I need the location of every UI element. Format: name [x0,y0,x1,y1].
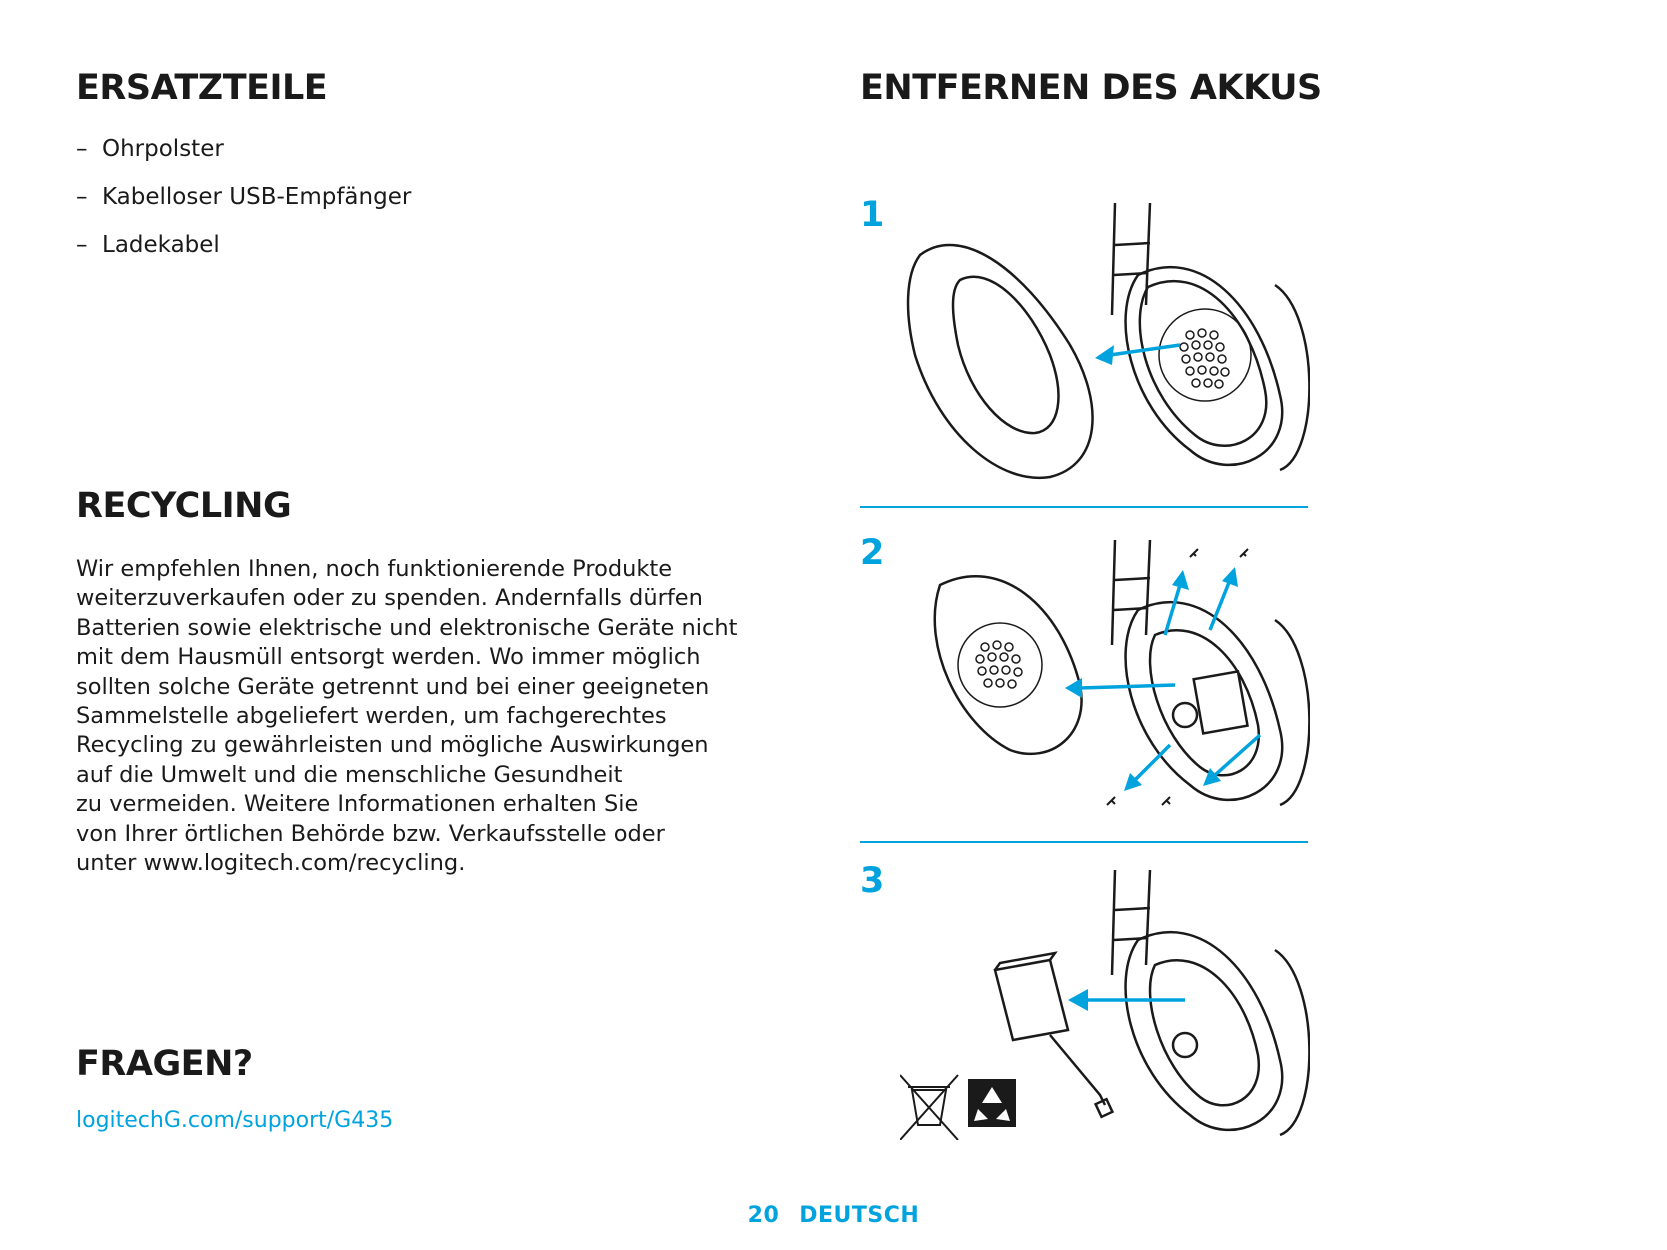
recycling-heading: RECYCLING [76,486,292,526]
list-dash: – [76,184,88,210]
step-3-illustration [900,865,1310,1140]
support-link[interactable]: logitechG.com/support/G435 [76,1108,394,1133]
recycling-icon [968,1079,1016,1127]
list-dash: – [76,136,88,162]
step-2-number: 2 [860,533,885,573]
ersatzteile-heading: ERSATZTEILE [76,68,328,108]
step-1-number: 1 [860,195,885,235]
akku-heading: ENTFERNEN DES AKKUS [860,68,1322,108]
list-dash: – [76,232,88,258]
language-label: DEUTSCH [799,1203,920,1228]
page-footer [0,1203,1667,1228]
step-2-illustration [900,535,1310,820]
spare-parts-list [76,133,411,277]
step-divider [860,841,1308,843]
list-item [76,181,411,229]
recycling-paragraph: Wir empfehlen Ihnen, noch funktionierende Produkte weiterzuverkaufen oder zu spenden. Andernfalls dürfen Batterien sowie elektrische und elektronische Geräte nicht mit dem Hausmüll entsorgt werden. Wo immer möglich sollten solche Geräte getrennt und bei einer geeigneten Sammelstelle abgeliefert werden, um fachgerechtes Recycling zu gewährleisten und mögliche Auswirkungen auf die Umwelt und die menschliche Gesundheit zu vermeiden. Weitere Informationen erhalten Sie von Ihrer örtlichen Behörde bzw. Verkaufsstelle oder unter www.logitech.com/recycling. [76,556,738,877]
list-item [76,133,411,181]
list-item-label: Kabelloser USB-Empfänger [102,184,412,210]
list-item [76,229,411,277]
step-1-illustration [900,195,1310,485]
page-number: 20 [747,1203,780,1228]
step-3-number: 3 [860,861,885,901]
list-item-label: Ohrpolster [102,136,224,162]
step-divider [860,506,1308,508]
fragen-heading: FRAGEN? [76,1044,253,1084]
list-item-label: Ladekabel [102,232,220,258]
weee-bin-icon [900,1075,958,1140]
